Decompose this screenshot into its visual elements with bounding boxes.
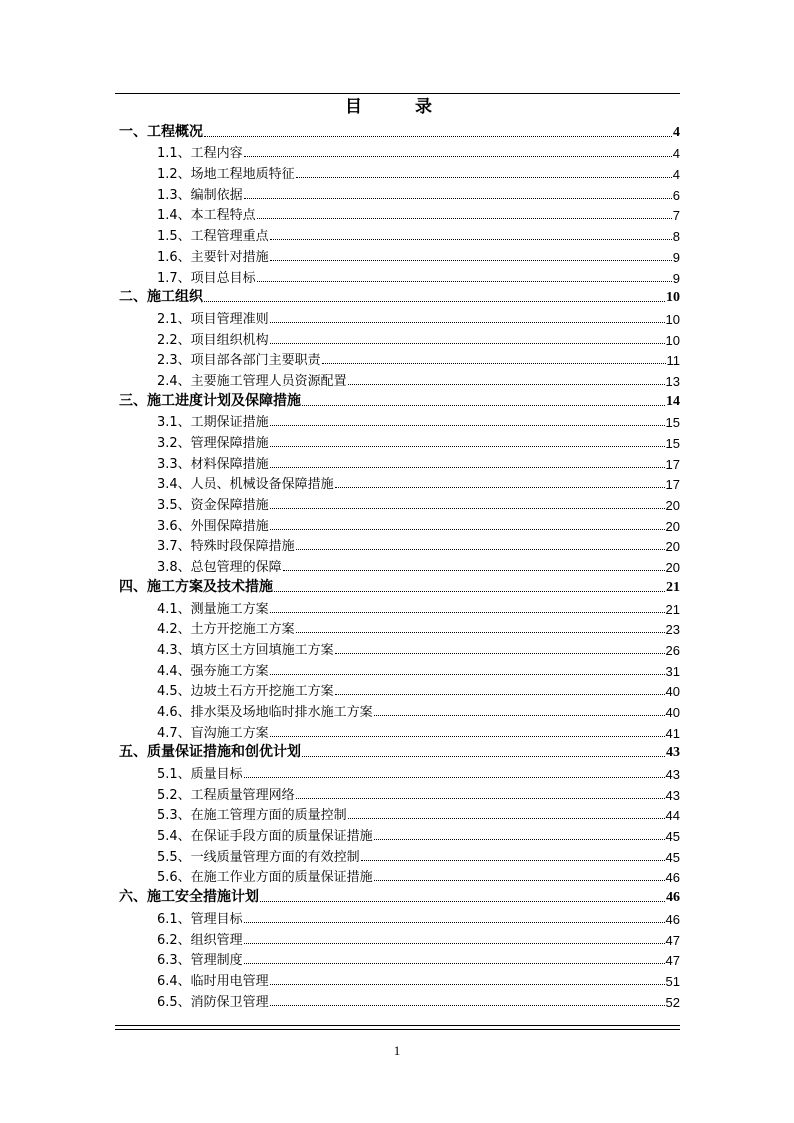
toc-entry-label: 5.2、工程质量管理网络 bbox=[157, 787, 295, 803]
toc-entry-page-number: 47 bbox=[665, 953, 680, 969]
toc-section-entry[interactable] bbox=[115, 430, 680, 451]
toc-leader-dots bbox=[204, 301, 665, 302]
toc-entry-label: 1.2、场地工程地质特征 bbox=[157, 167, 295, 183]
toc-entry-page-number: 17 bbox=[665, 456, 680, 472]
toc-section-entry[interactable] bbox=[115, 596, 680, 617]
toc-leader-dots bbox=[296, 632, 665, 633]
toc-entry-label: 5.5、一线质量管理方面的有效控制 bbox=[157, 849, 360, 865]
toc-entry-label: 5.4、在保证手段方面的质量保证措施 bbox=[157, 829, 373, 845]
toc-leader-dots bbox=[270, 467, 665, 468]
toc-leader-dots bbox=[296, 798, 665, 799]
toc-leader-dots bbox=[348, 818, 665, 819]
toc-leader-dots bbox=[374, 880, 665, 881]
toc-entry-page-number: 10 bbox=[665, 332, 680, 348]
toc-section-entry[interactable] bbox=[115, 534, 680, 555]
toc-entry-label: 4.3、填方区土方回填施工方案 bbox=[157, 642, 334, 658]
toc-leader-dots bbox=[274, 591, 665, 592]
toc-leader-dots bbox=[244, 777, 665, 778]
toc-section-entry[interactable] bbox=[115, 658, 680, 679]
toc-leader-dots bbox=[244, 198, 672, 199]
toc-entry-label: 1.1、工程内容 bbox=[157, 146, 243, 162]
toc-leader-dots bbox=[270, 322, 665, 323]
toc-entry-label: 1.5、工程管理重点 bbox=[157, 229, 269, 245]
toc-entry-label: 3.2、管理保障措施 bbox=[157, 436, 269, 451]
toc-entry-label: 四、施工方案及技术措施 bbox=[119, 578, 273, 595]
toc-section-entry[interactable] bbox=[115, 472, 680, 493]
toc-entry-label: 4.1、测量施工方案 bbox=[157, 601, 269, 617]
toc-section-entry[interactable] bbox=[115, 865, 680, 886]
toc-entry-label: 6.2、组织管理 bbox=[157, 932, 243, 948]
toc-entry-page-number: 23 bbox=[665, 622, 680, 638]
toc-entry-page-number: 20 bbox=[665, 498, 680, 514]
toc-entry-label: 6.4、临时用电管理 bbox=[157, 973, 269, 989]
toc-entry-page-number: 6 bbox=[672, 187, 680, 203]
toc-entry-page-number: 10 bbox=[665, 311, 680, 327]
toc-entry-label: 3.7、特殊时段保障措施 bbox=[157, 539, 295, 555]
toc-section-entry[interactable] bbox=[115, 617, 680, 638]
toc-entry-label: 6.3、管理制度 bbox=[157, 953, 243, 969]
toc-entry-page-number: 43 bbox=[665, 787, 680, 803]
toc-entry-label: 6.5、消防保卫管理 bbox=[157, 994, 269, 1010]
toc-entry-page-number: 52 bbox=[665, 994, 680, 1010]
toc-section-entry[interactable] bbox=[115, 989, 680, 1010]
toc-section-entry[interactable] bbox=[115, 927, 680, 948]
toc-entry-label: 1.6、主要针对措施 bbox=[157, 249, 269, 265]
toc-leader-dots bbox=[270, 239, 672, 240]
toc-section-entry[interactable] bbox=[115, 203, 680, 224]
toc-entry-label: 3.5、资金保障措施 bbox=[157, 498, 269, 514]
footer-rule-top bbox=[115, 1025, 680, 1026]
toc-leader-dots bbox=[374, 715, 665, 716]
footer-rule-bottom bbox=[115, 1029, 680, 1030]
toc-entry-label: 3.4、人员、机械设备保障措施 bbox=[157, 477, 334, 493]
toc-leader-dots bbox=[270, 984, 665, 985]
toc-leader-dots bbox=[270, 674, 665, 675]
toc-leader-dots bbox=[270, 612, 665, 613]
toc-entry-page-number: 46 bbox=[665, 870, 680, 886]
toc-leader-dots bbox=[361, 860, 665, 861]
page-title: 目 录 bbox=[345, 97, 450, 117]
toc-entry-label: 六、施工安全措施计划 bbox=[119, 889, 259, 906]
toc-entry-page-number: 21 bbox=[665, 601, 680, 617]
toc-entry-page-number: 45 bbox=[665, 849, 680, 865]
toc-entry-page-number: 47 bbox=[665, 932, 680, 948]
toc-entry-page-number: 46 bbox=[666, 890, 680, 906]
table-of-contents bbox=[115, 120, 680, 1010]
toc-entry-page-number: 40 bbox=[665, 684, 680, 700]
toc-section-entry[interactable] bbox=[115, 782, 680, 803]
toc-leader-dots bbox=[296, 177, 672, 178]
toc-entry-page-number: 43 bbox=[666, 745, 680, 761]
toc-section-entry[interactable] bbox=[115, 844, 680, 865]
toc-entry-page-number: 8 bbox=[672, 229, 680, 245]
toc-entry-label: 五、质量保证措施和创优计划 bbox=[119, 744, 301, 761]
toc-entry-label: 2.3、项目部各部门主要职责 bbox=[157, 353, 321, 369]
toc-chapter-entry[interactable] bbox=[115, 120, 680, 141]
toc-section-entry[interactable] bbox=[115, 327, 680, 348]
toc-entry-label: 4.4、强夯施工方案 bbox=[157, 663, 269, 679]
toc-entry-label: 3.8、总包管理的保障 bbox=[157, 560, 282, 576]
toc-entry-page-number: 17 bbox=[665, 477, 680, 493]
toc-section-entry[interactable] bbox=[115, 244, 680, 265]
toc-entry-page-number: 43 bbox=[665, 767, 680, 782]
toc-section-entry[interactable] bbox=[115, 720, 680, 741]
toc-entry-page-number: 11 bbox=[666, 353, 680, 369]
toc-entry-label: 2.1、项目管理准则 bbox=[157, 311, 269, 327]
toc-entry-page-number: 20 bbox=[665, 518, 680, 534]
toc-section-entry[interactable] bbox=[115, 492, 680, 513]
toc-leader-dots bbox=[244, 963, 665, 964]
toc-entry-label: 1.7、项目总目标 bbox=[157, 270, 256, 286]
toc-entry-page-number: 9 bbox=[672, 270, 680, 286]
toc-leader-dots bbox=[260, 901, 665, 902]
toc-section-entry[interactable] bbox=[115, 141, 680, 162]
header-rule bbox=[115, 93, 680, 94]
toc-entry-page-number: 14 bbox=[666, 393, 680, 409]
toc-entry-label: 4.6、排水渠及场地临时排水施工方案 bbox=[157, 704, 373, 720]
toc-entry-page-number: 4 bbox=[672, 167, 680, 183]
toc-entry-label: 二、施工组织 bbox=[119, 289, 203, 306]
toc-entry-page-number: 7 bbox=[672, 208, 680, 224]
toc-section-entry[interactable] bbox=[115, 161, 680, 182]
toc-entry-page-number: 40 bbox=[665, 704, 680, 720]
toc-entry-page-number: 9 bbox=[672, 249, 680, 265]
toc-chapter-entry[interactable] bbox=[115, 885, 680, 906]
toc-leader-dots bbox=[348, 384, 665, 385]
toc-leader-dots bbox=[335, 653, 665, 654]
toc-entry-page-number: 20 bbox=[665, 539, 680, 555]
toc-entry-label: 3.6、外围保障措施 bbox=[157, 518, 269, 534]
toc-entry-label: 5.1、质量目标 bbox=[157, 767, 243, 782]
toc-section-entry[interactable] bbox=[115, 410, 680, 431]
toc-leader-dots bbox=[244, 922, 665, 923]
toc-entry-page-number: 46 bbox=[665, 911, 680, 927]
toc-entry-page-number: 20 bbox=[665, 560, 680, 576]
toc-entry-label: 2.4、主要施工管理人员资源配置 bbox=[157, 373, 347, 389]
toc-entry-label: 2.2、项目组织机构 bbox=[157, 332, 269, 348]
toc-leader-dots bbox=[204, 136, 672, 137]
toc-section-entry[interactable] bbox=[115, 451, 680, 472]
toc-entry-page-number: 4 bbox=[673, 124, 680, 140]
toc-leader-dots bbox=[257, 218, 672, 219]
toc-entry-page-number: 31 bbox=[665, 663, 680, 679]
toc-entry-page-number: 4 bbox=[672, 146, 680, 162]
toc-entry-label: 4.7、盲沟施工方案 bbox=[157, 725, 269, 741]
toc-entry-label: 三、施工进度计划及保障措施 bbox=[119, 392, 301, 409]
toc-entry-label: 3.3、材料保障措施 bbox=[157, 456, 269, 472]
toc-chapter-entry[interactable] bbox=[115, 286, 680, 307]
toc-section-entry[interactable] bbox=[115, 699, 680, 720]
toc-section-entry[interactable] bbox=[115, 306, 680, 327]
toc-leader-dots bbox=[270, 343, 665, 344]
toc-entry-label: 4.5、边坡土石方开挖施工方案 bbox=[157, 684, 334, 700]
toc-leader-dots bbox=[296, 549, 665, 550]
toc-entry-label: 3.1、工期保证措施 bbox=[157, 415, 269, 431]
toc-section-entry[interactable] bbox=[115, 679, 680, 700]
toc-leader-dots bbox=[322, 363, 666, 364]
toc-chapter-entry[interactable] bbox=[115, 575, 680, 596]
toc-entry-page-number: 51 bbox=[665, 973, 680, 989]
toc-section-entry[interactable] bbox=[115, 803, 680, 824]
toc-leader-dots bbox=[257, 281, 672, 282]
toc-leader-dots bbox=[270, 736, 665, 737]
toc-leader-dots bbox=[244, 943, 665, 944]
toc-entry-page-number: 45 bbox=[665, 829, 680, 845]
toc-entry-label: 1.3、编制依据 bbox=[157, 187, 243, 203]
toc-leader-dots bbox=[270, 1005, 665, 1006]
toc-section-entry[interactable] bbox=[115, 348, 680, 369]
toc-entry-label: 5.3、在施工管理方面的质量控制 bbox=[157, 808, 347, 824]
toc-section-entry[interactable] bbox=[115, 513, 680, 534]
toc-leader-dots bbox=[374, 839, 665, 840]
toc-section-entry[interactable] bbox=[115, 968, 680, 989]
toc-chapter-entry[interactable] bbox=[115, 741, 680, 762]
toc-leader-dots bbox=[270, 529, 665, 530]
toc-section-entry[interactable] bbox=[115, 223, 680, 244]
toc-section-entry[interactable] bbox=[115, 948, 680, 969]
toc-entry-label: 6.1、管理目标 bbox=[157, 911, 243, 927]
toc-leader-dots bbox=[270, 446, 665, 447]
toc-entry-page-number: 21 bbox=[666, 579, 680, 595]
toc-section-entry[interactable] bbox=[115, 823, 680, 844]
toc-section-entry[interactable] bbox=[115, 265, 680, 286]
toc-entry-page-number: 15 bbox=[665, 415, 680, 431]
toc-section-entry[interactable] bbox=[115, 761, 680, 782]
toc-entry-page-number: 10 bbox=[666, 290, 680, 306]
toc-entry-label: 5.6、在施工作业方面的质量保证措施 bbox=[157, 870, 373, 886]
toc-leader-dots bbox=[302, 756, 665, 757]
toc-entry-page-number: 13 bbox=[665, 373, 680, 389]
toc-entry-page-number: 26 bbox=[665, 642, 680, 658]
toc-leader-dots bbox=[270, 260, 672, 261]
toc-leader-dots bbox=[270, 508, 665, 509]
toc-section-entry[interactable] bbox=[115, 182, 680, 203]
toc-leader-dots bbox=[335, 694, 665, 695]
toc-entry-label: 1.4、本工程特点 bbox=[157, 208, 256, 224]
toc-leader-dots bbox=[244, 156, 672, 157]
toc-section-entry[interactable] bbox=[115, 637, 680, 658]
toc-section-entry[interactable] bbox=[115, 906, 680, 927]
toc-leader-dots bbox=[302, 405, 665, 406]
toc-entry-page-number: 44 bbox=[665, 808, 680, 824]
page-number: 1 bbox=[393, 1043, 401, 1058]
toc-section-entry[interactable] bbox=[115, 368, 680, 389]
toc-leader-dots bbox=[283, 570, 665, 571]
toc-entry-label: 一、工程概况 bbox=[119, 123, 203, 140]
toc-chapter-entry[interactable] bbox=[115, 389, 680, 410]
toc-section-entry[interactable] bbox=[115, 554, 680, 575]
toc-leader-dots bbox=[335, 487, 665, 488]
toc-entry-label: 4.2、土方开挖施工方案 bbox=[157, 622, 295, 638]
toc-entry-page-number: 41 bbox=[665, 725, 680, 741]
toc-leader-dots bbox=[270, 425, 665, 426]
toc-entry-page-number: 15 bbox=[665, 436, 680, 451]
